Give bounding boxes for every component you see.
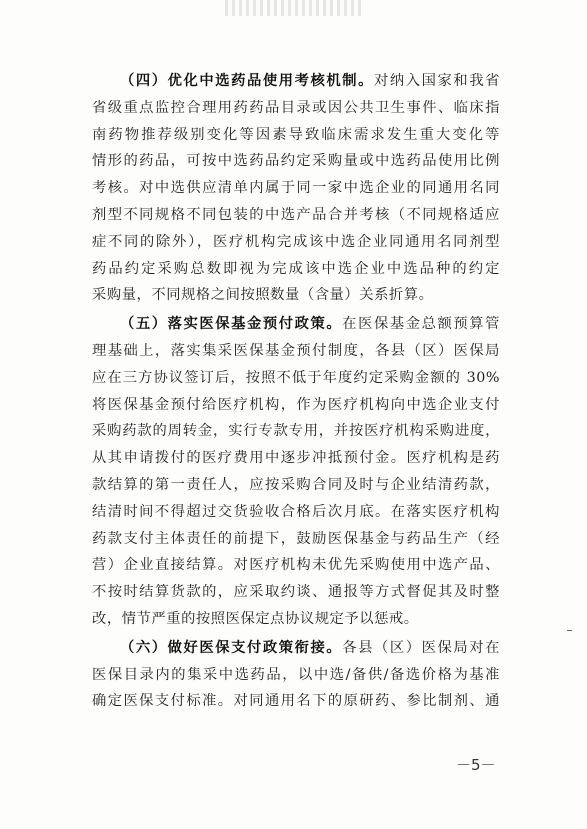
paragraph-5-line: 改，情节严重的按照医保定点协议规定予以惩戒。 [92,610,419,627]
paragraph-4-heading: （四）优化中选药品使用考核机制。 [120,73,375,89]
scan-artifact [225,0,365,16]
paragraph-4-line: 采购量，不同规格之间按照数量（含量）关系折算。 [92,287,434,304]
document-body [92,68,500,715]
paragraph-6-line-1 [92,635,500,662]
page-number: －5－ [456,756,496,774]
paragraph-4-line: 省级重点监控合理用药药品目录或因公共卫生事件、临床指 [92,99,500,116]
paragraph-5-line: 理基础上，落实集采医保基金预付制度，各县（区）医保局 [92,342,500,359]
paragraph-6-text: 各县（区）医保局对在 [342,639,500,656]
paragraph-5-line: 从其申请拨付的医疗费用中逐步冲抵预付金。医疗机构是药 [92,450,500,467]
paragraph-5-heading: （五）落实医保基金预付政策。 [120,316,343,333]
paragraph-5-line: 营）企业直接结算。对医疗机构未优先采购使用中选产品、 [92,557,500,574]
paragraph-4-text: 对纳入国家和我省 [374,73,500,89]
paragraph-5-line: 不按时结算货款的，应采取约谈、通报等方式督促其及时整 [92,584,500,601]
margin-mark [567,630,572,631]
paragraph-5-line: 款结算的第一责任人，应按采购合同及时与企业结清药款， [92,476,500,493]
paragraph-4-line: 症不同的除外），医疗机构完成该中选企业同通用名同剂型 [92,233,500,250]
paragraph-4-line: 南药物推荐级别变化等因素导致临床需求发生重大变化等 [92,126,500,143]
paragraph-5-line-1 [92,311,500,338]
paragraph-4-line: 剂型不同规格不同包装的中选产品合并考核（不同规格适应 [92,206,500,223]
paragraph-4-line-1 [92,68,500,95]
paragraph-4-line: 情形的药品，可按中选药品约定采购量或中选药品使用比例 [92,153,500,170]
paragraph-4-line: 药品约定采购总数即视为完成该中选企业中选品种的约定 [92,260,500,277]
paragraph-4-line: 考核。对中选供应清单内属于同一家中选企业的同通用名同 [92,180,500,197]
paragraph-5-line: 采购药款的周转金，实行专款专用，并按医疗机构采购进度， [92,423,500,440]
paragraph-5-line: 将医保基金预付给医疗机构，作为医疗机构向中选企业支付 [92,396,500,413]
paragraph-5-line: 药款支付主体责任的前提下，鼓励医保基金与药品生产（经 [92,530,500,547]
paragraph-5-line: 应在三方协议签订后，按照不低于年度约定采购金额的 30% [92,369,500,386]
paragraph-6-line: 确定医保支付标准。对同通用名下的原研药、参比制剂、通 [92,693,500,710]
paragraph-5-text: 在医保基金总额预算管 [342,316,500,333]
paragraph-6-heading: （六）做好医保支付政策衔接。 [120,639,343,656]
paragraph-6-line: 医保目录内的集采中选药品，以中选/备供/备选价格为基准 [92,666,500,683]
paragraph-5-line: 结清时间不得超过交货验收合格后次月底。在落实医疗机构 [92,503,500,520]
